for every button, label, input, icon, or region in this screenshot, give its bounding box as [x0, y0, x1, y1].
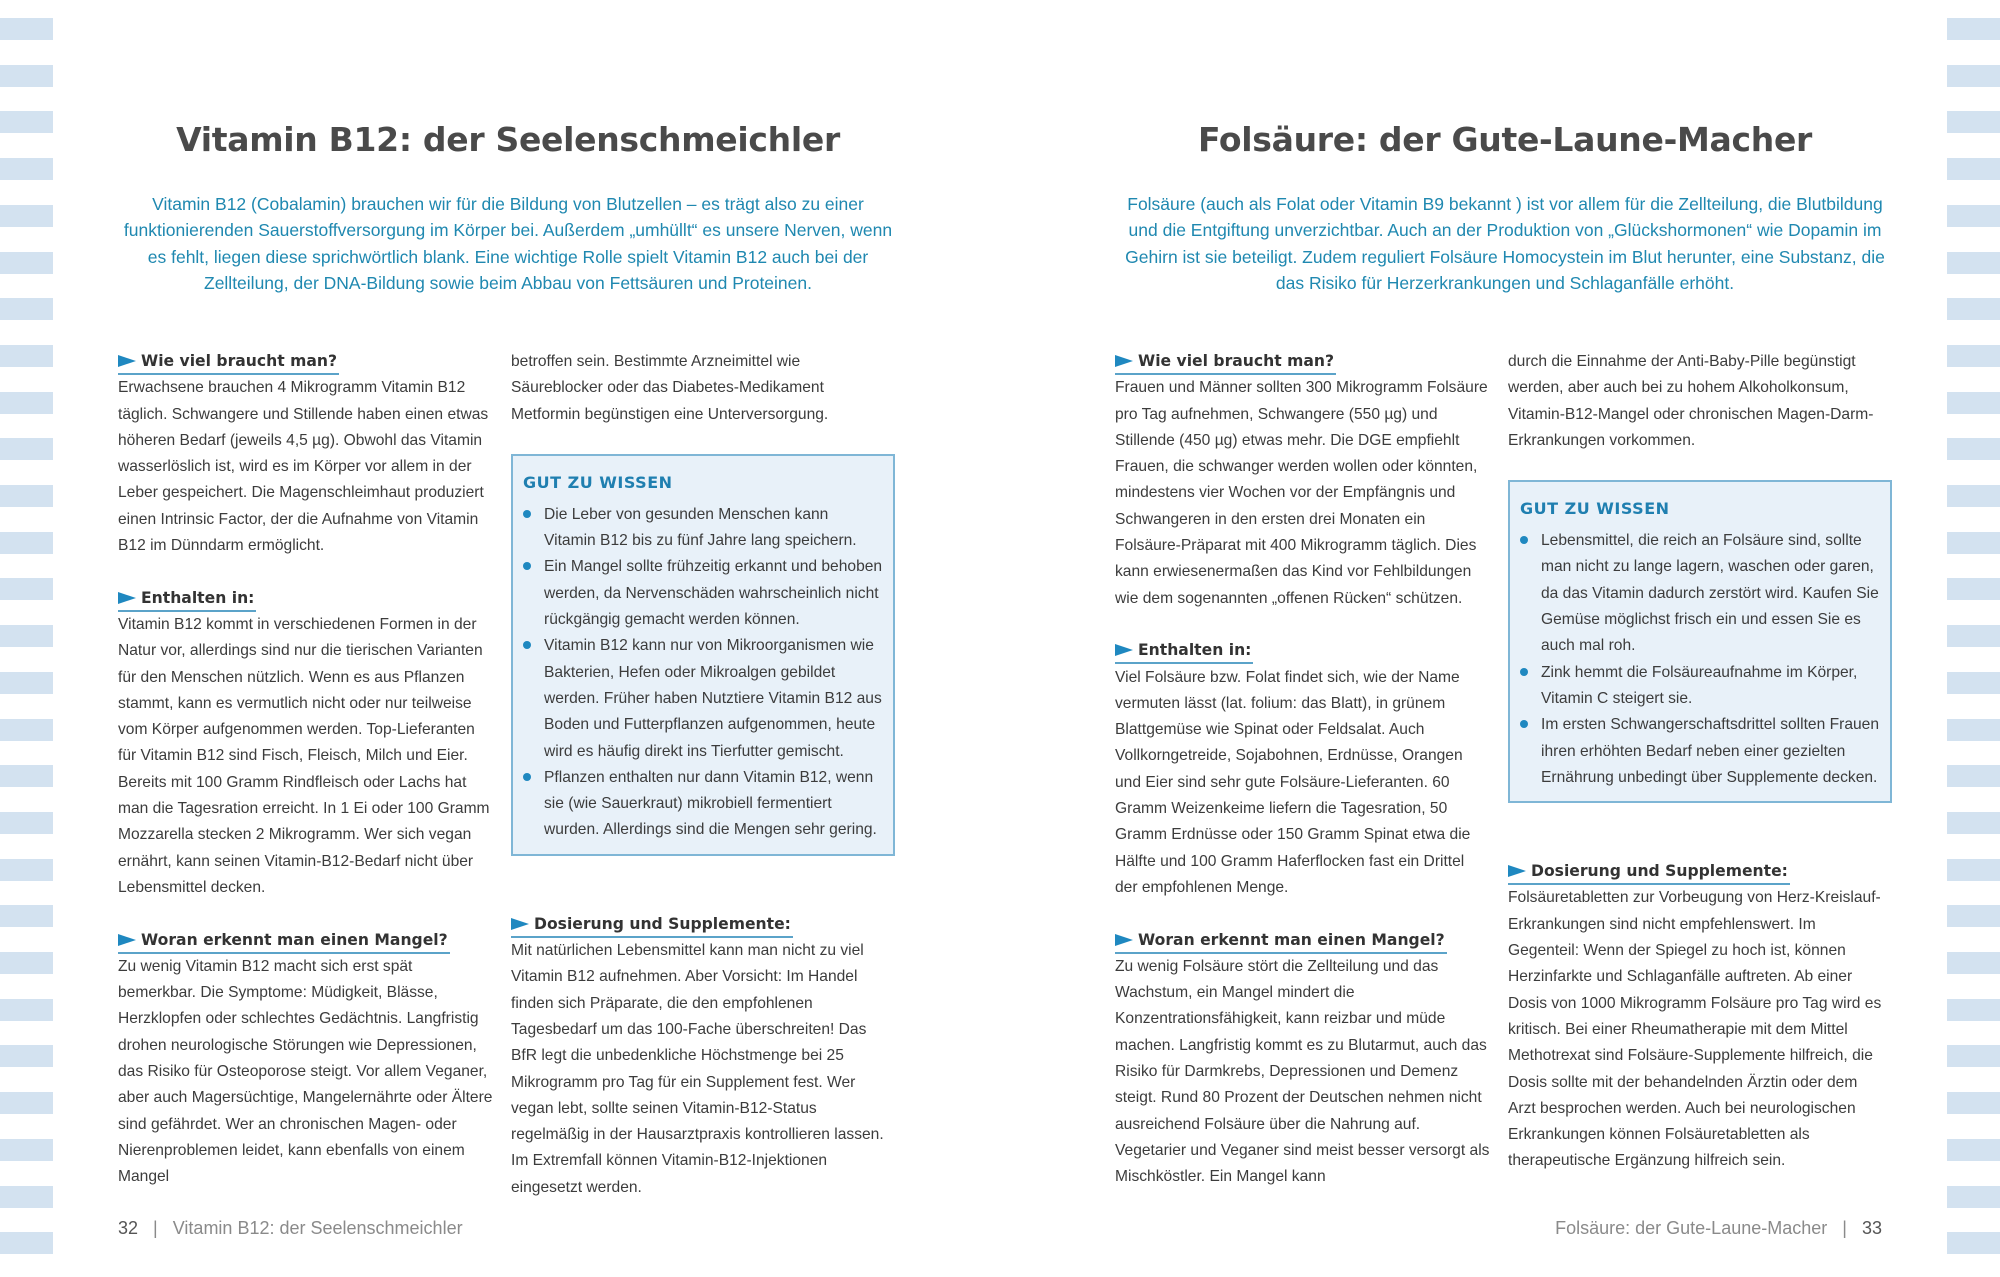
intro-paragraph: Vitamin B12 (Cobalamin) brauchen wir für die Bildung von Blutzellen – es trägt also zu einer funktionierenden Sauerstoffversorgung im Körper bei. Außerdem „umhüllt“ es unsere Nerven, wenn es fehlt, liegen diese sprichwörtlich blank. Eine wichtige Rolle spielt Vitamin B12 auch bei der Zellteilung, der DNA-Bildung sowie beim Abbau von Fettsäuren und Proteinen.: [123, 194, 893, 293]
box-list: [1520, 528, 1880, 791]
arrow-icon: [118, 592, 136, 604]
section-heading: Wie viel braucht man?: [118, 350, 339, 375]
box-title: GUT ZU WISSEN: [523, 472, 673, 492]
margin-stripe: [1947, 719, 2000, 741]
spacer: [1508, 803, 1883, 859]
margin-stripe: [1947, 485, 2000, 507]
margin-stripe: [0, 1186, 53, 1208]
section-sources: [1115, 638, 1490, 901]
section-heading: Dosierung und Supplemente:: [1508, 860, 1790, 885]
section-heading: Woran erkennt man einen Mangel?: [1115, 929, 1447, 954]
footer-right: [1555, 1218, 1882, 1239]
margin-stripe: [1947, 298, 2000, 320]
arrow-icon: [118, 934, 136, 946]
margin-stripe: [0, 1232, 53, 1254]
margin-stripe: [0, 625, 53, 647]
margin-stripe: [0, 859, 53, 881]
box-list: [523, 502, 883, 844]
running-title: Vitamin B12: der Seelenschmeichler: [172, 1218, 463, 1238]
bullet-icon: [1520, 720, 1528, 728]
section-deficiency: [118, 928, 493, 1191]
footer-separator: |: [1842, 1218, 1847, 1238]
margin-stripe: [1947, 205, 2000, 227]
section-dosage: [511, 912, 886, 1201]
section-deficiency: [1115, 928, 1490, 1191]
right-margin-stripes: [1947, 0, 2000, 1277]
margin-stripe: [0, 111, 53, 133]
margin-stripe: [0, 345, 53, 367]
list-item: Die Leber von gesunden Menschen kann Vitamin B12 bis zu fünf Jahre lang speichern.: [523, 502, 883, 555]
arrow-icon: [511, 918, 529, 930]
section-sources: [118, 586, 493, 902]
margin-stripe: [1947, 578, 2000, 600]
margin-stripe: [1947, 111, 2000, 133]
section-heading: Woran erkennt man einen Mangel?: [118, 929, 450, 954]
margin-stripe: [1947, 672, 2000, 694]
margin-stripe: [0, 1139, 53, 1161]
bullet-icon: [523, 510, 531, 518]
page-title: Folsäure: der Gute-Laune-Macher: [1197, 120, 1812, 159]
bullet-icon: [523, 562, 531, 570]
margin-stripe: [0, 952, 53, 974]
list-item: Lebensmittel, die reich an Folsäure sind, sollte man nicht zu lange lagern, waschen oder garen, da das Vitamin dadurch zerstört wird. Kaufen Sie Gemüse möglichst frisch ein und essen Sie es auch mal roh.: [1520, 528, 1880, 659]
margin-stripe: [0, 392, 53, 414]
margin-stripe: [0, 158, 53, 180]
column-2: [1508, 349, 1883, 1201]
margin-stripe: [0, 18, 53, 40]
footer-separator: |: [153, 1218, 158, 1238]
section-heading: Dosierung und Supplemente:: [511, 913, 793, 938]
arrow-icon: [1115, 355, 1133, 367]
margin-stripe: [0, 1092, 53, 1114]
margin-stripe: [0, 812, 53, 834]
margin-stripe: [0, 252, 53, 274]
margin-stripe: [0, 298, 53, 320]
margin-stripe: [0, 765, 53, 787]
list-item: Vitamin B12 kann nur von Mikroorganismen wie Bakterien, Hefen oder Mikroalgen gebildet werden. Früher haben Nutztiere Vitamin B12 aus Boden und Futterpflanzen aufgenommen, heute wird es häufig direkt ins Tierfutter gemischt.: [523, 633, 883, 764]
margin-stripe: [0, 719, 53, 741]
margin-stripe: [0, 438, 53, 460]
page-right: [1115, 0, 1895, 1277]
margin-stripe: [1947, 392, 2000, 414]
footer-left: [118, 1218, 463, 1239]
page-number: 32: [118, 1218, 139, 1238]
bullet-icon: [1520, 668, 1528, 676]
margin-stripe: [1947, 252, 2000, 274]
section-text: Erwachsene brauchen 4 Mikrogramm Vitamin B12 täglich. Schwangere und Stillende haben einen etwas höheren Bedarf (jeweils 4,5 µg). Obwohl das Vitamin wasserlöslich ist, wird es im Körper vor allem in der Leber gespeichert. Die Magenschleimhaut produziert einen Intrinsic Factor, der die Aufnahme von Vitamin B12 im Dünndarm ermöglicht.: [118, 379, 489, 555]
bullet-icon: [523, 641, 531, 649]
margin-stripe: [1947, 1092, 2000, 1114]
left-margin-stripes: [0, 0, 53, 1277]
margin-stripe: [1947, 1232, 2000, 1254]
margin-stripe: [1947, 859, 2000, 881]
page-left: [118, 0, 898, 1277]
margin-stripe: [0, 485, 53, 507]
margin-stripe: [1947, 625, 2000, 647]
section-heading: Enthalten in:: [1115, 639, 1253, 664]
section-need: [118, 349, 493, 559]
list-item: Pflanzen enthalten nur dann Vitamin B12, wenn sie (wie Sauerkraut) mikrobiell fermentiert wurden. Allerdings sind die Mengen sehr gering.: [523, 765, 883, 844]
margin-stripe: [1947, 812, 2000, 834]
section-heading: Wie viel braucht man?: [1115, 350, 1336, 375]
intro-paragraph: Folsäure (auch als Folat oder Vitamin B9 bekannt ) ist vor allem für die Zellteilung, die Blutbildung und die Entgiftung unverzichtbar. Auch an der Produktion von „Glückshormonen“ wie Dopamin im Gehirn ist sie beteiligt. Zudem reguliert Folsäure Homocystein im Blut herunter, eine Substanz, die das Risiko für Herzerkrankungen und Schlaganfälle erhöht.: [1125, 194, 1885, 293]
section-text: Mit natürlichen Lebensmittel kann man nicht zu viel Vitamin B12 aufnehmen. Aber Vorsicht: Im Handel finden sich Präparate, die den empfohlenen Tagesbedarf um das 100-Fache überschreiten! Das BfR legt die unbedenkliche Höchstmenge bei 25 Mikrogramm pro Tag für ein Supplement fest. Wer vegan lebt, sollte seinen Vitamin-B12-Status regelmäßig in der Hausarztpraxis kontrollieren lassen. Im Extremfall können Vitamin-B12-Injektionen eingesetzt werden.: [511, 942, 884, 1196]
good-to-know-box: [1508, 480, 1892, 803]
margin-stripe: [0, 1045, 53, 1067]
margin-stripe: [1947, 65, 2000, 87]
section-heading: Enthalten in:: [118, 587, 256, 612]
bullet-icon: [1520, 536, 1528, 544]
box-title: GUT ZU WISSEN: [1520, 499, 1670, 519]
section-text: Frauen und Männer sollten 300 Mikrogramm Folsäure pro Tag aufnehmen, Schwangere (550 µg) und Stillende (450 µg) etwas mehr. Die DGE empfiehlt Frauen, die schwanger werden wollen oder könnten, mindestens vier Wochen vor der Empfängnis und Schwangeren in den ersten drei Monaten ein Folsäure-Präparat mit 400 Mikrogramm täglich. Dies kann erwiesenermaßen das Kind vor Fehlbildungen wie dem sogenannten „offenen Rücken“ schützen.: [1115, 379, 1488, 607]
margin-stripe: [1947, 765, 2000, 787]
margin-stripe: [0, 205, 53, 227]
arrow-icon: [1115, 644, 1133, 656]
margin-stripe: [1947, 952, 2000, 974]
column-1: [1115, 349, 1490, 1217]
margin-stripe: [1947, 532, 2000, 554]
section-text: Folsäuretabletten zur Vorbeugung von Herz-Kreislauf-Erkrankungen sind nicht empfehlenswert. Im Gegenteil: Wenn der Spiegel zu hoch ist, können Herzinfarkte und Schlaganfälle auftreten. Ab einer Dosis von 1000 Mikrogramm Folsäure pro Tag wird es kritisch. Bei einer Rheumatherapie mit dem Mittel Methotrexat sind Folsäure-Supplemente hilfreich, die Dosis sollte mit der behandelnden Ärztin oder dem Arzt besprochen werden. Auch bei neurologischen Erkrankungen können Folsäuretabletten als therapeutische Ergänzung hilfreich sein.: [1508, 889, 1882, 1170]
margin-stripe: [1947, 1186, 2000, 1208]
arrow-icon: [1115, 934, 1133, 946]
arrow-icon: [118, 355, 136, 367]
column-1: [118, 349, 493, 1217]
section-dosage: [1508, 859, 1883, 1175]
margin-stripe: [0, 672, 53, 694]
good-to-know-box: [511, 454, 895, 856]
margin-stripe: [0, 905, 53, 927]
spacer: [511, 856, 886, 912]
bullet-icon: [523, 773, 531, 781]
section-text: Zu wenig Vitamin B12 macht sich erst spät bemerkbar. Die Symptome: Müdigkeit, Blässe, Herzklopfen oder schlechtes Gedächtnis. Langfristig drohen neurologische Störungen wie Depressionen, das Risiko für Osteoporose steigt. Vor allem Veganer, aber auch Magersüchtige, Mangelernährte oder Ältere sind gefährdet. Wer an chronischen Magen- oder Nierenproblemen leidet, kann ebenfalls von einem Mangel: [118, 957, 493, 1186]
section-text: Zu wenig Folsäure stört die Zellteilung und das Wachstum, ein Mangel mindert die Konzentrationsfähigkeit, kann reizbar und müde machen. Langfristig kommt es zu Blutarmut, auch das Risiko für Darmkrebs, Depressionen und Demenz steigt. Rund 80 Prozent der Deutschen nehmen nicht ausreichend Folsäure über die Nahrung auf. Vegetarier und Veganer sind meist besser versorgt als Mischköstler. Ein Mangel kann: [1115, 957, 1490, 1186]
arrow-icon: [1508, 865, 1526, 877]
margin-stripe: [0, 532, 53, 554]
margin-stripe: [0, 578, 53, 600]
section-text: Vitamin B12 kommt in verschiedenen Formen in der Natur vor, allerdings sind nur die tierischen Varianten für den Menschen nützlich. Wenn es aus Pflanzen stammt, kann es vermutlich nicht oder nur teilweise vom Körper aufgenommen werden. Top-Lieferanten für Vitamin B12 sind Fisch, Fleisch, Milch und Eier. Bereits mit 100 Gramm Rindfleisch oder Lachs hat man die Tagesration erreicht. In 1 Ei oder 100 Gramm Mozzarella stecken 2 Mikrogramm. Wer sich vegan ernährt, kann seinen Vitamin-B12-Bedarf nicht über Lebensmittel decken.: [118, 615, 490, 896]
margin-stripe: [1947, 1139, 2000, 1161]
section-need: [1115, 349, 1490, 612]
section-text-continued: durch die Einnahme der Anti-Baby-Pille begünstigt werden, aber auch bei zu hohem Alkoholkonsum, Vitamin-B12-Mangel oder chronischen Magen-Darm-Erkrankungen vorkommen.: [1508, 353, 1874, 449]
margin-stripe: [1947, 438, 2000, 460]
list-item: Zink hemmt die Folsäureaufnahme im Körper, Vitamin C steigert sie.: [1520, 660, 1880, 713]
section-text-continued: betroffen sein. Bestimmte Arzneimittel wie Säureblocker oder das Diabetes-Medikament Metformin begünstigen eine Unterversorgung.: [511, 353, 829, 423]
margin-stripe: [1947, 1045, 2000, 1067]
list-item: Im ersten Schwangerschaftsdrittel sollten Frauen ihren erhöhten Bedarf neben einer gezielten Ernährung unbedingt über Supplemente decken.: [1520, 712, 1880, 791]
margin-stripe: [1947, 158, 2000, 180]
page-title: Vitamin B12: der Seelenschmeichler: [176, 120, 840, 159]
margin-stripe: [0, 999, 53, 1021]
page-number: 33: [1861, 1218, 1882, 1238]
margin-stripe: [1947, 999, 2000, 1021]
margin-stripe: [1947, 905, 2000, 927]
margin-stripe: [1947, 18, 2000, 40]
running-title: Folsäure: der Gute-Laune-Macher: [1555, 1218, 1828, 1238]
section-text: Viel Folsäure bzw. Folat findet sich, wie der Name vermuten lässt (lat. folium: das Blatt), in grünem Blattgemüse wie Spinat oder Feldsalat. Auch Vollkorngetreide, Sojabohnen, Erdnüsse, Orangen und Eier sind sehr gute Folsäure-Lieferanten. 60 Gramm Weizenkeime liefern die Tagesration, 50 Gramm Erdnüsse oder 150 Gramm Spinat etwa die Hälfte und 100 Gramm Haferflocken fast ein Drittel der empfohlenen Menge.: [1115, 668, 1471, 896]
list-item: Ein Mangel sollte frühzeitig erkannt und behoben werden, da Nervenschäden wahrscheinlich nicht rückgängig gemacht werden können.: [523, 554, 883, 633]
margin-stripe: [1947, 345, 2000, 367]
margin-stripe: [0, 65, 53, 87]
column-2: [511, 349, 886, 1227]
